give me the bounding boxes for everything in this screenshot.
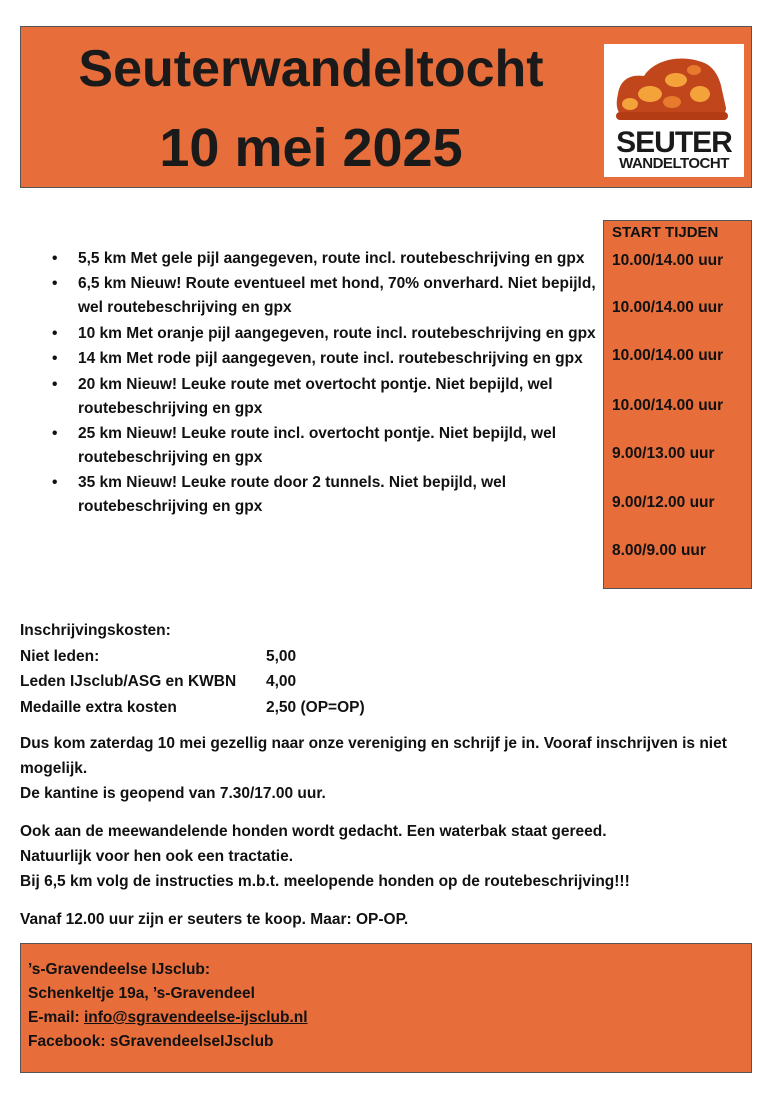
- contact-box: [20, 943, 752, 1073]
- facebook-line: Facebook: sGravendeelseIJsclub: [28, 1033, 274, 1050]
- logo-text-seuter: SEUTER: [616, 126, 732, 159]
- info-text: De kantine is geopend van 7.30/17.00 uur.: [20, 785, 326, 802]
- email-label: E-mail:: [28, 1009, 84, 1026]
- club-address: Schenkeltje 19a, ’s-Gravendeel: [28, 985, 255, 1002]
- route-item: • 10 km Met oranje pijl aangegeven, route incl. routebeschrijving en gpx: [36, 322, 598, 346]
- route-item: • 14 km Met rode pijl aangegeven, route incl. routebeschrijving en gpx: [36, 347, 598, 371]
- header-banner: [20, 26, 752, 188]
- info-text: Vanaf 12.00 uur zijn er seuters te koop. Maar: OP-OP.: [20, 911, 409, 928]
- cost-value: 4,00: [266, 673, 297, 690]
- email-line: [28, 1009, 308, 1027]
- shoe-icon: [610, 50, 738, 126]
- event-title: Seuterwandeltocht: [78, 40, 544, 98]
- info-text: Dus kom zaterdag 10 mei gezellig naar onze vereniging en schrijf je in. Vooraf inschrijven is niet mogelijk.: [20, 735, 727, 777]
- info-text: Bij 6,5 km volg de instructies m.b.t. meelopende honden op de routebeschrijving!!!: [20, 873, 630, 890]
- event-date: 10 mei 2025: [159, 118, 463, 178]
- route-item: • 5,5 km Met gele pijl aangegeven, route incl. routebeschrijving en gpx: [36, 247, 598, 271]
- info-block-sales: [20, 907, 750, 932]
- start-time: 10.00/14.00 uur: [612, 397, 724, 414]
- start-time: 8.00/9.00 uur: [612, 542, 706, 559]
- start-time: 10.00/14.00 uur: [612, 252, 724, 269]
- route-item: • 20 km Nieuw! Leuke route met overtocht pontje. Niet bepijld, wel routebeschrijving en gpx: [36, 373, 598, 421]
- info-text: Ook aan de meewandelende honden wordt gedacht. Een waterbak staat gereed.: [20, 823, 607, 840]
- seuter-logo: [604, 44, 744, 177]
- route-item: • 6,5 km Nieuw! Route eventueel met hond, 70% onverhard. Niet bepijld, wel routebeschrijving en gpx: [36, 272, 598, 320]
- route-item: • 25 km Nieuw! Leuke route incl. overtocht pontje. Niet bepijld, wel routebeschrijving en gpx: [36, 422, 598, 470]
- start-time: 10.00/14.00 uur: [612, 347, 724, 364]
- start-time: 10.00/14.00 uur: [612, 299, 724, 316]
- route-item: • 35 km Nieuw! Leuke route door 2 tunnels. Niet bepijld, wel routebeschrijving en gpx: [36, 471, 598, 519]
- info-text: Natuurlijk voor hen ook een tractatie.: [20, 848, 294, 865]
- cost-value: 5,00: [266, 647, 297, 665]
- email-link[interactable]: info@sgravendeelse-ijsclub.nl: [83, 1009, 308, 1026]
- info-block-dogs: [20, 819, 750, 894]
- cost-label: Medaille extra kosten: [20, 698, 177, 716]
- route-list: [36, 247, 598, 521]
- start-times-title: START TIJDEN: [612, 224, 719, 241]
- cost-value: 2,50 (OP=OP): [266, 698, 365, 716]
- costs-heading: Inschrijvingskosten:: [20, 622, 171, 639]
- start-time: 9.00/12.00 uur: [612, 494, 715, 511]
- info-block-registration: [20, 731, 750, 806]
- cost-label: Niet leden:: [20, 647, 100, 665]
- cost-label: Leden IJsclub/ASG en KWBN: [20, 673, 237, 690]
- logo-text-wandeltocht: WANDELTOCHT: [619, 155, 729, 172]
- start-time: 9.00/13.00 uur: [612, 445, 715, 462]
- club-name: ’s-Gravendeelse IJsclub:: [28, 961, 211, 978]
- start-times-box: [603, 220, 752, 589]
